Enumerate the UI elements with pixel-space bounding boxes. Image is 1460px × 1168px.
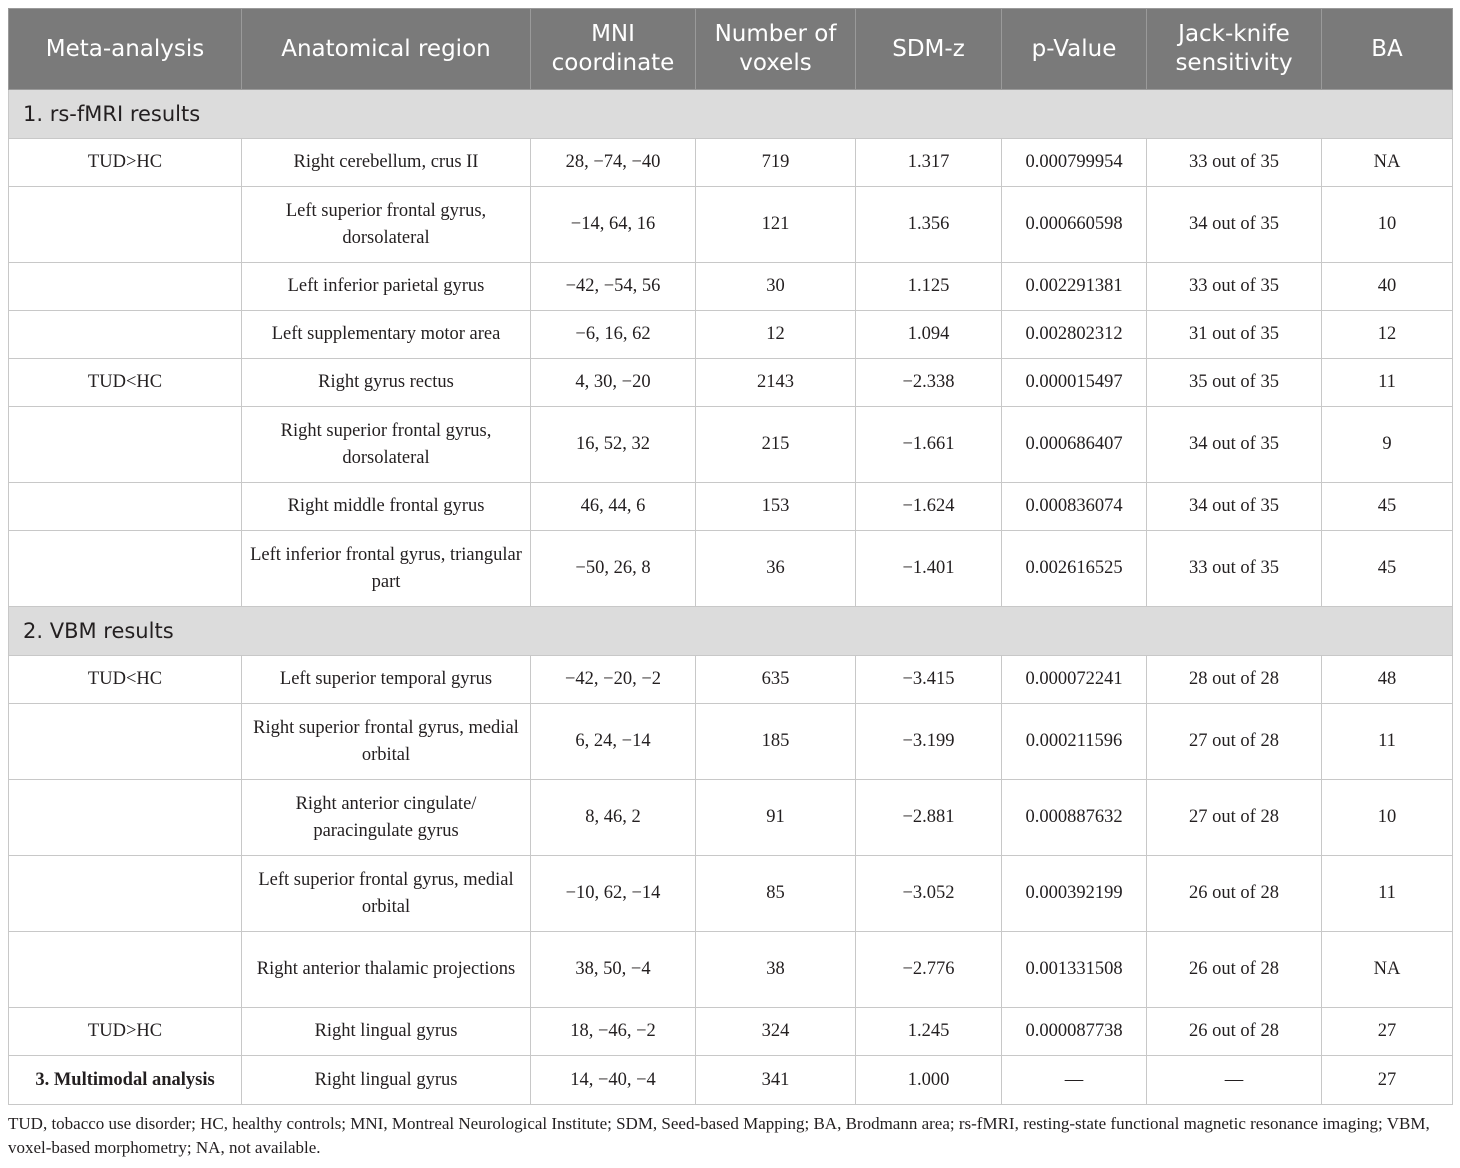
cell-region: Left inferior parietal gyrus: [242, 263, 531, 311]
cell-meta: [9, 780, 242, 856]
cell-region: Right cerebellum, crus II: [242, 139, 531, 187]
cell-jack: 26 out of 28: [1147, 1008, 1322, 1056]
cell-p: 0.000836074: [1002, 483, 1147, 531]
cell-meta: TUD>HC: [9, 139, 242, 187]
cell-jack: 35 out of 35: [1147, 359, 1322, 407]
cell-jack: 34 out of 35: [1147, 187, 1322, 263]
table-row: [9, 311, 1453, 359]
cell-voxels: 30: [696, 263, 856, 311]
cell-region: Right anterior thalamic projections: [242, 932, 531, 1008]
cell-region: Right lingual gyrus: [242, 1056, 531, 1105]
cell-meta: [9, 483, 242, 531]
cell-jack: 26 out of 28: [1147, 932, 1322, 1008]
cell-p: 0.000660598: [1002, 187, 1147, 263]
table-row: [9, 932, 1453, 1008]
cell-meta: [9, 932, 242, 1008]
cell-p: 0.000686407: [1002, 407, 1147, 483]
cell-sdmz: −1.661: [856, 407, 1002, 483]
cell-mni: 6, 24, −14: [531, 704, 696, 780]
cell-meta: TUD>HC: [9, 1008, 242, 1056]
cell-mni: 16, 52, 32: [531, 407, 696, 483]
table-row: [9, 656, 1453, 704]
cell-voxels: 91: [696, 780, 856, 856]
cell-meta: [9, 856, 242, 932]
cell-p: 0.002802312: [1002, 311, 1147, 359]
cell-jack: 26 out of 28: [1147, 856, 1322, 932]
cell-region: Right gyrus rectus: [242, 359, 531, 407]
table-row: [9, 531, 1453, 607]
cell-sdmz: −3.052: [856, 856, 1002, 932]
header-ba: BA: [1322, 9, 1453, 90]
cell-sdmz: 1.125: [856, 263, 1002, 311]
cell-p: 0.002291381: [1002, 263, 1147, 311]
cell-region: Left superior frontal gyrus, dorsolateral: [242, 187, 531, 263]
cell-meta: [9, 531, 242, 607]
table-footnote: TUD, tobacco use disorder; HC, healthy controls; MNI, Montreal Neurological Institute; SDM, Seed-based Mapping; BA, Brodmann area; rs-fMRI, resting-state functional magnetic resonance imaging; VBM, voxel-based morphometry; NA, not available.: [8, 1114, 1430, 1157]
cell-p: 0.000799954: [1002, 139, 1147, 187]
cell-voxels: 12: [696, 311, 856, 359]
cell-region: Right middle frontal gyrus: [242, 483, 531, 531]
table-row: [9, 407, 1453, 483]
cell-ba: 10: [1322, 780, 1453, 856]
table-row: [9, 187, 1453, 263]
cell-sdmz: 1.317: [856, 139, 1002, 187]
cell-jack: 33 out of 35: [1147, 531, 1322, 607]
cell-voxels: 215: [696, 407, 856, 483]
header-jack-knife-sensitivity: Jack-knife sensitivity: [1147, 9, 1322, 90]
cell-region: Right superior frontal gyrus, dorsolateral: [242, 407, 531, 483]
header-sdm-z: SDM-z: [856, 9, 1002, 90]
cell-voxels: 635: [696, 656, 856, 704]
cell-sdmz: −1.624: [856, 483, 1002, 531]
cell-voxels: 85: [696, 856, 856, 932]
table-row: [9, 139, 1453, 187]
header-p-value: p-Value: [1002, 9, 1147, 90]
cell-voxels: 341: [696, 1056, 856, 1105]
cell-region: Right lingual gyrus: [242, 1008, 531, 1056]
cell-voxels: 185: [696, 704, 856, 780]
cell-ba: 10: [1322, 187, 1453, 263]
cell-mni: −10, 62, −14: [531, 856, 696, 932]
cell-ba: 11: [1322, 359, 1453, 407]
cell-sdmz: 1.000: [856, 1056, 1002, 1105]
cell-meta: [9, 311, 242, 359]
cell-p: —: [1002, 1056, 1147, 1105]
cell-region: Left inferior frontal gyrus, triangular part: [242, 531, 531, 607]
cell-ba: 11: [1322, 704, 1453, 780]
cell-voxels: 719: [696, 139, 856, 187]
cell-ba: 45: [1322, 483, 1453, 531]
cell-jack: —: [1147, 1056, 1322, 1105]
cell-jack: 27 out of 28: [1147, 704, 1322, 780]
cell-jack: 27 out of 28: [1147, 780, 1322, 856]
cell-ba: 27: [1322, 1056, 1453, 1105]
cell-mni: −6, 16, 62: [531, 311, 696, 359]
cell-mni: 14, −40, −4: [531, 1056, 696, 1105]
table-row: [9, 1008, 1453, 1056]
cell-mni: 18, −46, −2: [531, 1008, 696, 1056]
cell-sdmz: −3.415: [856, 656, 1002, 704]
results-table-container: [8, 8, 1452, 1105]
cell-p: 0.002616525: [1002, 531, 1147, 607]
cell-ba: 27: [1322, 1008, 1453, 1056]
cell-jack: 33 out of 35: [1147, 263, 1322, 311]
cell-voxels: 2143: [696, 359, 856, 407]
cell-sdmz: −1.401: [856, 531, 1002, 607]
cell-region: Left supplementary motor area: [242, 311, 531, 359]
cell-meta: [9, 187, 242, 263]
cell-mni: 46, 44, 6: [531, 483, 696, 531]
cell-meta: [9, 263, 242, 311]
cell-meta: [9, 704, 242, 780]
cell-ba: 48: [1322, 656, 1453, 704]
section-row-rs-fmri: [9, 90, 1453, 139]
header-anatomical-region: Anatomical region: [242, 9, 531, 90]
cell-p: 0.000072241: [1002, 656, 1147, 704]
section-title: 2. VBM results: [9, 607, 1453, 656]
table-row-multimodal: [9, 1056, 1453, 1105]
cell-sdmz: −2.776: [856, 932, 1002, 1008]
cell-p: 0.000087738: [1002, 1008, 1147, 1056]
cell-mni: −42, −54, 56: [531, 263, 696, 311]
table-row: [9, 483, 1453, 531]
table-row: [9, 780, 1453, 856]
cell-voxels: 38: [696, 932, 856, 1008]
table-row: [9, 704, 1453, 780]
cell-ba: NA: [1322, 139, 1453, 187]
cell-meta: TUD<HC: [9, 359, 242, 407]
cell-region: Left superior temporal gyrus: [242, 656, 531, 704]
cell-ba: 9: [1322, 407, 1453, 483]
header-mni-coordinate: MNI coordinate: [531, 9, 696, 90]
cell-ba: 11: [1322, 856, 1453, 932]
cell-jack: 28 out of 28: [1147, 656, 1322, 704]
cell-mni: −14, 64, 16: [531, 187, 696, 263]
table-row: [9, 263, 1453, 311]
cell-jack: 33 out of 35: [1147, 139, 1322, 187]
section-title: 1. rs-fMRI results: [9, 90, 1453, 139]
table-row: [9, 856, 1453, 932]
header-meta-analysis: Meta-analysis: [9, 9, 242, 90]
cell-mni: 28, −74, −40: [531, 139, 696, 187]
cell-sdmz: 1.245: [856, 1008, 1002, 1056]
cell-sdmz: −2.338: [856, 359, 1002, 407]
cell-meta: [9, 407, 242, 483]
cell-p: 0.000887632: [1002, 780, 1147, 856]
cell-mni: −42, −20, −2: [531, 656, 696, 704]
cell-region: Right superior frontal gyrus, medial orbital: [242, 704, 531, 780]
cell-p: 0.000015497: [1002, 359, 1147, 407]
table-header-row: [9, 9, 1453, 90]
results-table: [8, 8, 1453, 1105]
cell-voxels: 121: [696, 187, 856, 263]
cell-voxels: 324: [696, 1008, 856, 1056]
cell-region: Right anterior cingulate/ paracingulate gyrus: [242, 780, 531, 856]
cell-meta: 3. Multimodal analysis: [9, 1056, 242, 1105]
section-row-vbm: [9, 607, 1453, 656]
cell-jack: 34 out of 35: [1147, 407, 1322, 483]
cell-p: 0.000211596: [1002, 704, 1147, 780]
cell-jack: 31 out of 35: [1147, 311, 1322, 359]
cell-meta: TUD<HC: [9, 656, 242, 704]
cell-region: Left superior frontal gyrus, medial orbital: [242, 856, 531, 932]
cell-ba: 12: [1322, 311, 1453, 359]
header-number-of-voxels: Number of voxels: [696, 9, 856, 90]
cell-ba: NA: [1322, 932, 1453, 1008]
cell-sdmz: 1.356: [856, 187, 1002, 263]
cell-p: 0.001331508: [1002, 932, 1147, 1008]
cell-mni: 38, 50, −4: [531, 932, 696, 1008]
cell-sdmz: −3.199: [856, 704, 1002, 780]
cell-mni: 8, 46, 2: [531, 780, 696, 856]
cell-sdmz: −2.881: [856, 780, 1002, 856]
cell-jack: 34 out of 35: [1147, 483, 1322, 531]
cell-sdmz: 1.094: [856, 311, 1002, 359]
table-row: [9, 359, 1453, 407]
cell-voxels: 36: [696, 531, 856, 607]
cell-mni: 4, 30, −20: [531, 359, 696, 407]
cell-mni: −50, 26, 8: [531, 531, 696, 607]
cell-voxels: 153: [696, 483, 856, 531]
cell-p: 0.000392199: [1002, 856, 1147, 932]
cell-ba: 40: [1322, 263, 1453, 311]
cell-ba: 45: [1322, 531, 1453, 607]
